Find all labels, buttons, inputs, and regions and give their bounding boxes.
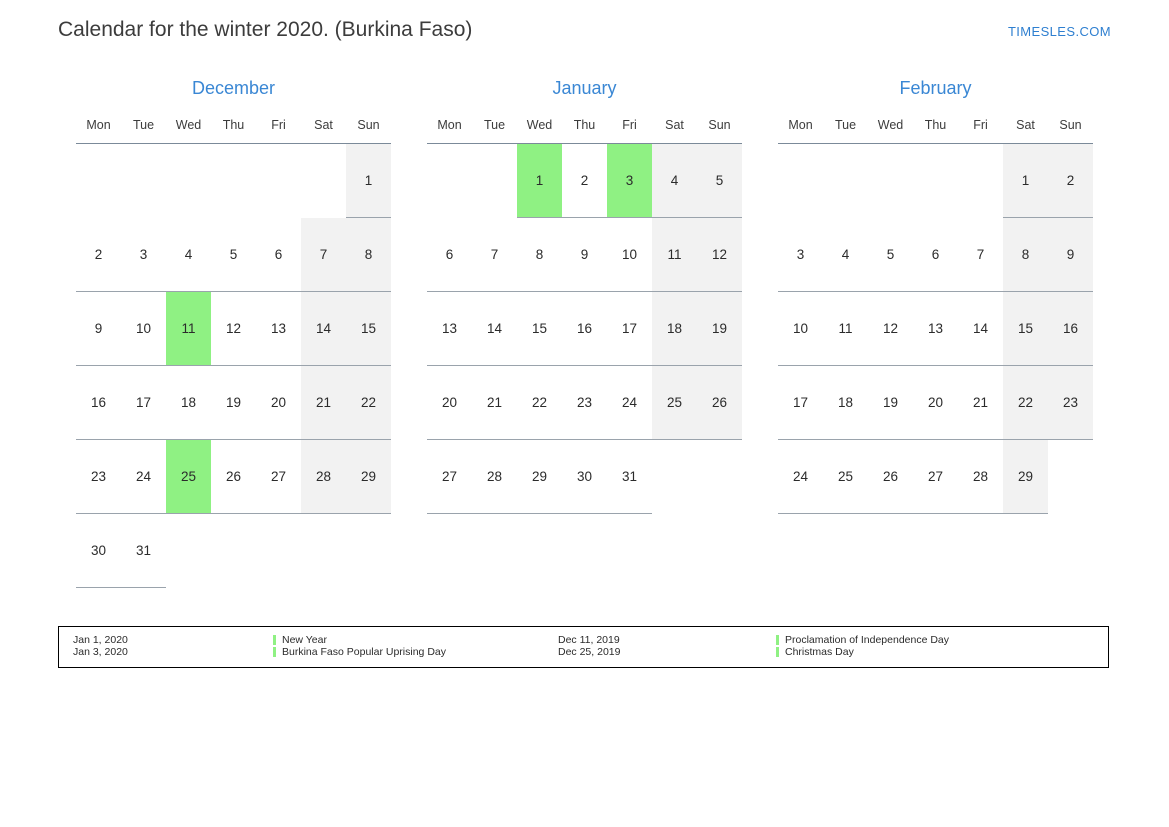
day-cell[interactable]: 21 bbox=[472, 366, 517, 440]
empty-day-cell bbox=[1048, 440, 1093, 514]
legend-holiday-name: New Year bbox=[282, 634, 327, 646]
day-cell[interactable]: 22 bbox=[346, 366, 391, 440]
month-name: December bbox=[191, 78, 276, 98]
empty-day-cell bbox=[958, 144, 1003, 218]
legend-names-column-2 bbox=[776, 634, 1076, 667]
day-cell[interactable]: 21 bbox=[958, 366, 1003, 440]
legend-date: Jan 3, 2020 bbox=[73, 646, 128, 658]
day-cell[interactable]: 5 bbox=[868, 218, 913, 292]
empty-day-cell bbox=[166, 514, 211, 588]
empty-day-cell bbox=[256, 144, 301, 218]
day-cell[interactable]: 27 bbox=[427, 440, 472, 514]
holiday-swatch-icon bbox=[776, 647, 779, 657]
day-cell[interactable]: 11 bbox=[823, 292, 868, 366]
day-cell[interactable]: 25 bbox=[652, 366, 697, 440]
day-cell[interactable]: 20 bbox=[913, 366, 958, 440]
day-cell[interactable]: 20 bbox=[256, 366, 301, 440]
month-table bbox=[427, 113, 742, 514]
day-cell[interactable]: 10 bbox=[778, 292, 823, 366]
day-cell[interactable]: 15 bbox=[1003, 292, 1048, 366]
holiday-swatch-icon bbox=[273, 647, 276, 657]
day-cell[interactable]: 29 bbox=[346, 440, 391, 514]
day-cell[interactable]: 14 bbox=[472, 292, 517, 366]
day-cell[interactable]: 19 bbox=[697, 292, 742, 366]
day-cell[interactable]: 27 bbox=[913, 440, 958, 514]
day-cell[interactable]: 13 bbox=[427, 292, 472, 366]
week-row bbox=[76, 366, 391, 440]
day-cell[interactable]: 12 bbox=[211, 292, 256, 366]
day-cell[interactable]: 15 bbox=[346, 292, 391, 366]
weekday-header: Mon bbox=[778, 113, 823, 144]
day-cell[interactable]: 5 bbox=[211, 218, 256, 292]
empty-day-cell bbox=[166, 144, 211, 218]
week-row bbox=[427, 440, 742, 514]
day-cell[interactable]: 24 bbox=[607, 366, 652, 440]
legend-names-column-1 bbox=[273, 634, 558, 667]
empty-day-cell bbox=[76, 144, 121, 218]
empty-day-cell bbox=[427, 144, 472, 218]
empty-day-cell bbox=[697, 440, 742, 514]
day-cell[interactable]: 2 bbox=[76, 218, 121, 292]
day-cell[interactable]: 14 bbox=[301, 292, 346, 366]
day-cell[interactable]: 17 bbox=[121, 366, 166, 440]
day-cell-holiday[interactable]: 25 bbox=[166, 440, 211, 514]
day-cell[interactable]: 26 bbox=[868, 440, 913, 514]
day-cell[interactable]: 24 bbox=[778, 440, 823, 514]
day-cell[interactable]: 17 bbox=[778, 366, 823, 440]
empty-day-cell bbox=[346, 514, 391, 588]
weekday-header-row bbox=[427, 113, 742, 144]
day-cell[interactable]: 22 bbox=[517, 366, 562, 440]
day-cell[interactable]: 7 bbox=[472, 218, 517, 292]
empty-day-cell bbox=[256, 514, 301, 588]
day-cell[interactable]: 9 bbox=[76, 292, 121, 366]
week-row bbox=[427, 144, 742, 218]
legend-dates-column-1 bbox=[73, 634, 273, 667]
day-cell[interactable]: 26 bbox=[697, 366, 742, 440]
day-cell[interactable]: 4 bbox=[166, 218, 211, 292]
weekday-header: Fri bbox=[607, 113, 652, 144]
day-cell[interactable]: 28 bbox=[301, 440, 346, 514]
weekday-header-row bbox=[76, 113, 391, 144]
weekday-header: Thu bbox=[562, 113, 607, 144]
day-cell[interactable]: 29 bbox=[517, 440, 562, 514]
week-row bbox=[76, 440, 391, 514]
week-row bbox=[427, 292, 742, 366]
day-cell[interactable]: 18 bbox=[652, 292, 697, 366]
month-block bbox=[409, 78, 760, 588]
day-cell[interactable]: 13 bbox=[913, 292, 958, 366]
weekday-header: Sun bbox=[1048, 113, 1093, 144]
weekday-header: Sun bbox=[346, 113, 391, 144]
weekday-header: Wed bbox=[166, 113, 211, 144]
day-cell[interactable]: 16 bbox=[76, 366, 121, 440]
legend-date: Jan 1, 2020 bbox=[73, 634, 128, 646]
week-row bbox=[778, 218, 1093, 292]
weekday-header: Thu bbox=[913, 113, 958, 144]
weekday-header: Wed bbox=[517, 113, 562, 144]
day-cell[interactable]: 31 bbox=[121, 514, 166, 588]
day-cell[interactable]: 12 bbox=[868, 292, 913, 366]
legend-entry bbox=[273, 634, 558, 646]
day-cell[interactable]: 4 bbox=[652, 144, 697, 218]
month-block bbox=[58, 78, 409, 588]
day-cell[interactable]: 2 bbox=[1048, 144, 1093, 218]
month-name: January bbox=[552, 78, 617, 98]
legend-entry bbox=[776, 646, 1076, 658]
legend-entry bbox=[776, 634, 1076, 646]
day-cell[interactable]: 16 bbox=[562, 292, 607, 366]
day-cell[interactable]: 26 bbox=[211, 440, 256, 514]
day-cell[interactable]: 30 bbox=[76, 514, 121, 588]
weekday-header: Wed bbox=[868, 113, 913, 144]
day-cell[interactable]: 5 bbox=[697, 144, 742, 218]
day-cell[interactable]: 3 bbox=[121, 218, 166, 292]
day-cell-holiday[interactable]: 11 bbox=[166, 292, 211, 366]
weekday-header: Fri bbox=[256, 113, 301, 144]
empty-day-cell bbox=[301, 514, 346, 588]
weekday-header: Sat bbox=[301, 113, 346, 144]
month-table bbox=[778, 113, 1093, 514]
day-cell[interactable]: 4 bbox=[823, 218, 868, 292]
week-row bbox=[427, 366, 742, 440]
weekday-header: Sat bbox=[1003, 113, 1048, 144]
day-cell[interactable]: 11 bbox=[652, 218, 697, 292]
weekday-header-row bbox=[778, 113, 1093, 144]
day-cell[interactable]: 31 bbox=[607, 440, 652, 514]
day-cell-holiday[interactable]: 3 bbox=[607, 144, 652, 218]
day-cell[interactable]: 13 bbox=[256, 292, 301, 366]
day-cell[interactable]: 22 bbox=[1003, 366, 1048, 440]
week-row bbox=[76, 218, 391, 292]
day-cell[interactable]: 16 bbox=[1048, 292, 1093, 366]
legend-holiday-name: Proclamation of Independence Day bbox=[785, 634, 950, 646]
week-row bbox=[778, 440, 1093, 514]
day-cell[interactable]: 25 bbox=[823, 440, 868, 514]
month-name: February bbox=[899, 78, 972, 98]
holiday-swatch-icon bbox=[776, 635, 779, 645]
empty-day-cell bbox=[778, 144, 823, 218]
page-header bbox=[58, 18, 1111, 48]
day-cell[interactable]: 15 bbox=[517, 292, 562, 366]
day-cell[interactable]: 23 bbox=[562, 366, 607, 440]
weekday-header: Tue bbox=[472, 113, 517, 144]
page-title: Calendar for the winter 2020. (Burkina Faso) bbox=[58, 18, 473, 41]
day-cell[interactable]: 6 bbox=[427, 218, 472, 292]
weekday-header: Mon bbox=[76, 113, 121, 144]
day-cell[interactable]: 9 bbox=[562, 218, 607, 292]
day-cell[interactable]: 17 bbox=[607, 292, 652, 366]
day-cell[interactable]: 1 bbox=[346, 144, 391, 218]
week-row bbox=[778, 144, 1093, 218]
day-cell[interactable]: 6 bbox=[256, 218, 301, 292]
holiday-swatch-icon bbox=[273, 635, 276, 645]
day-cell[interactable]: 18 bbox=[823, 366, 868, 440]
day-cell[interactable]: 12 bbox=[697, 218, 742, 292]
weekday-header: Tue bbox=[121, 113, 166, 144]
legend-entry bbox=[273, 646, 558, 658]
empty-day-cell bbox=[823, 144, 868, 218]
legend-dates-column-2 bbox=[558, 634, 776, 667]
week-row bbox=[427, 218, 742, 292]
day-cell[interactable]: 28 bbox=[958, 440, 1003, 514]
day-cell[interactable]: 10 bbox=[121, 292, 166, 366]
empty-day-cell bbox=[472, 144, 517, 218]
week-row bbox=[778, 366, 1093, 440]
day-cell[interactable]: 19 bbox=[868, 366, 913, 440]
day-cell[interactable]: 9 bbox=[1048, 218, 1093, 292]
weekday-header: Thu bbox=[211, 113, 256, 144]
legend-holiday-name: Christmas Day bbox=[785, 646, 854, 658]
weekday-header: Tue bbox=[823, 113, 868, 144]
day-cell[interactable]: 29 bbox=[1003, 440, 1048, 514]
day-cell[interactable]: 8 bbox=[517, 218, 562, 292]
legend-date: Dec 11, 2019 bbox=[558, 634, 620, 646]
day-cell[interactable]: 24 bbox=[121, 440, 166, 514]
month-block bbox=[760, 78, 1111, 588]
day-cell[interactable]: 20 bbox=[427, 366, 472, 440]
day-cell[interactable]: 23 bbox=[76, 440, 121, 514]
weekday-header: Sat bbox=[652, 113, 697, 144]
legend-panel bbox=[58, 626, 1109, 668]
week-row bbox=[76, 514, 391, 588]
empty-day-cell bbox=[301, 144, 346, 218]
legend-date: Dec 25, 2019 bbox=[558, 646, 621, 658]
empty-day-cell bbox=[211, 514, 256, 588]
week-row bbox=[76, 144, 391, 218]
weekday-header: Mon bbox=[427, 113, 472, 144]
day-cell[interactable]: 18 bbox=[166, 366, 211, 440]
day-cell[interactable]: 14 bbox=[958, 292, 1003, 366]
empty-day-cell bbox=[913, 144, 958, 218]
day-cell[interactable]: 1 bbox=[1003, 144, 1048, 218]
day-cell[interactable]: 30 bbox=[562, 440, 607, 514]
empty-day-cell bbox=[211, 144, 256, 218]
empty-day-cell bbox=[652, 440, 697, 514]
day-cell[interactable]: 3 bbox=[778, 218, 823, 292]
week-row bbox=[778, 292, 1093, 366]
calendars-container bbox=[58, 78, 1111, 588]
legend-holiday-name: Burkina Faso Popular Uprising Day bbox=[282, 646, 446, 658]
site-link[interactable]: TIMESLES.COM bbox=[1007, 24, 1111, 39]
day-cell-holiday[interactable]: 1 bbox=[517, 144, 562, 218]
day-cell[interactable]: 7 bbox=[958, 218, 1003, 292]
week-row bbox=[76, 292, 391, 366]
day-cell[interactable]: 23 bbox=[1048, 366, 1093, 440]
day-cell[interactable]: 7 bbox=[301, 218, 346, 292]
weekday-header: Fri bbox=[958, 113, 1003, 144]
day-cell[interactable]: 8 bbox=[346, 218, 391, 292]
day-cell[interactable]: 10 bbox=[607, 218, 652, 292]
day-cell[interactable]: 8 bbox=[1003, 218, 1048, 292]
day-cell[interactable]: 19 bbox=[211, 366, 256, 440]
empty-day-cell bbox=[121, 144, 166, 218]
weekday-header: Sun bbox=[697, 113, 742, 144]
day-cell[interactable]: 6 bbox=[913, 218, 958, 292]
day-cell[interactable]: 27 bbox=[256, 440, 301, 514]
day-cell[interactable]: 28 bbox=[472, 440, 517, 514]
month-table bbox=[76, 113, 391, 588]
day-cell[interactable]: 2 bbox=[562, 144, 607, 218]
day-cell[interactable]: 21 bbox=[301, 366, 346, 440]
empty-day-cell bbox=[868, 144, 913, 218]
